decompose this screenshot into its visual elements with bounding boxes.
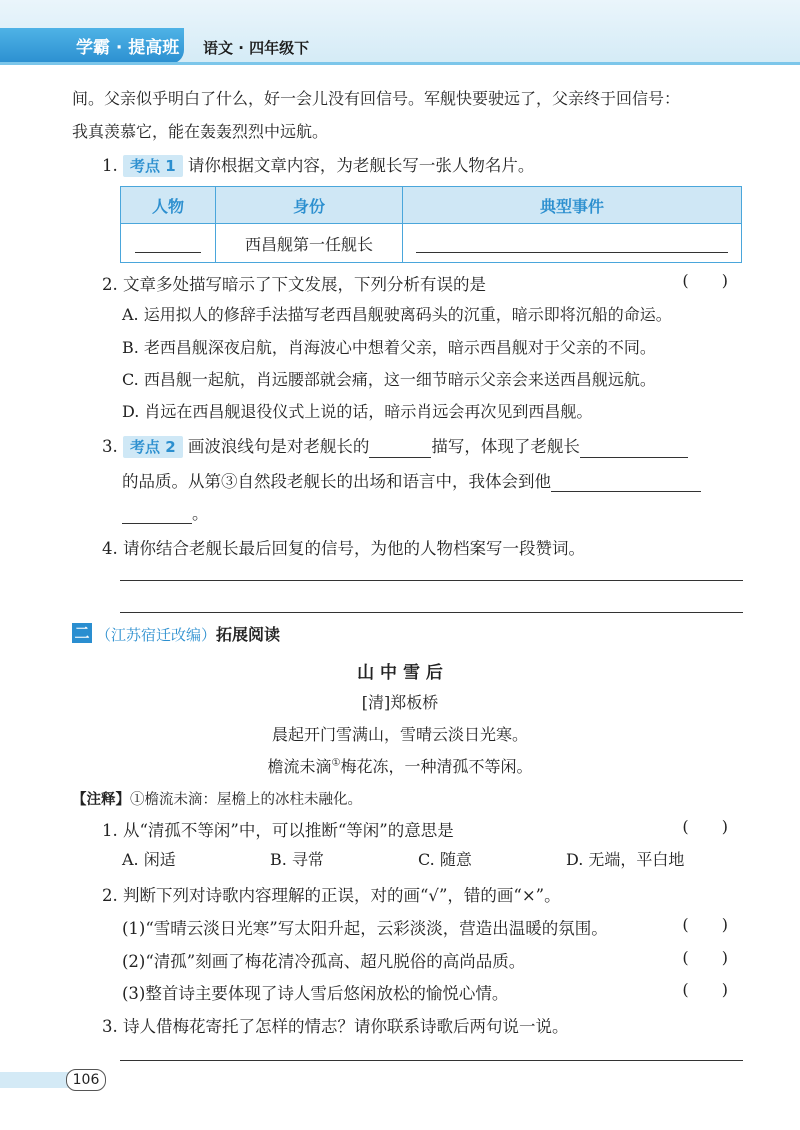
event-blank-cell[interactable] (403, 224, 742, 263)
question-number: 1. (102, 156, 118, 175)
answer-parentheses[interactable]: ( ) (682, 948, 742, 967)
note-marker: ① (331, 757, 341, 769)
answer-parentheses[interactable]: ( ) (682, 915, 742, 934)
table-header: 身份 (216, 187, 403, 224)
answer-blank[interactable] (369, 439, 431, 458)
header-divider (0, 62, 800, 65)
section-source: （江苏宿迁改编） (96, 626, 217, 644)
question-number: 1. (102, 821, 118, 840)
question-text: 。 (192, 504, 209, 523)
footer-bar (0, 1072, 70, 1088)
question-1 (102, 152, 534, 177)
judgement-item-2: (2)“清孤”刻画了梅花清冷孤高、超凡脱俗的高尚品质。 (122, 952, 526, 971)
answer-blank[interactable] (551, 473, 701, 492)
option-d: D. 无端，平白地 (566, 850, 685, 869)
poem-title: 山 中 雪 后 (357, 663, 443, 683)
poem-author: [清]郑板桥 (361, 693, 439, 712)
question-text: 画波浪线句是对老舰长的 (187, 437, 370, 456)
question-3-line-3 (122, 500, 209, 524)
question-number: 3. (102, 1017, 118, 1036)
answer-blank[interactable] (580, 439, 688, 458)
table-header: 人物 (121, 187, 216, 224)
option-a: A. 闲适 (122, 850, 176, 869)
poem-question-1 (102, 817, 454, 841)
question-number: 2. (102, 275, 118, 294)
question-4 (102, 535, 585, 559)
name-blank-cell[interactable] (121, 224, 216, 263)
question-text: 请你结合老舰长最后回复的信号，为他的人物档案写一段赞词。 (123, 539, 585, 558)
option-d: D. 肖远在西昌舰退役仪式上说的话，暗示肖远会再次见到西昌舰。 (122, 402, 593, 421)
poem-text: 檐流未滴 (267, 757, 332, 776)
answer-line[interactable] (120, 580, 743, 581)
intro-line-1: 间。父亲似乎明白了什么，好一会儿没有回信号。军舰快要驶远了，父亲终于回信号： (72, 89, 681, 108)
answer-parentheses[interactable]: ( ) (682, 980, 742, 999)
identity-cell: 西昌舰第一任舰长 (216, 224, 403, 263)
judgement-item-1: (1)“雪晴云淡日光寒”写太阳升起，云彩淡淡，营造出温暖的氛围。 (122, 919, 608, 938)
answer-parentheses[interactable]: ( ) (682, 817, 742, 836)
option-c: C. 随意 (418, 850, 472, 869)
header-subject: 语文 · 四年级下 (203, 39, 310, 57)
judgement-item-3: (3)整首诗主要体现了诗人雪后悠闲放松的愉悦心情。 (122, 984, 509, 1003)
answer-parentheses[interactable]: ( ) (682, 271, 742, 290)
header-logo: 学霸 · 提高班 (76, 38, 180, 58)
section-2-header (96, 622, 280, 645)
answer-blank[interactable] (416, 234, 728, 253)
question-2 (102, 271, 486, 295)
page-number: 106 (66, 1069, 106, 1091)
annotation-text: ①檐流未滴：屋檐上的冰柱未融化。 (130, 792, 362, 808)
question-text: 描写，体现了老舰长 (431, 437, 580, 456)
question-text: 文章多处描写暗示了下文发展，下列分析有误的是 (123, 275, 486, 294)
question-3-line-2 (122, 468, 701, 492)
question-text: 从“清孤不等闲”中，可以推断“等闲”的意思是 (123, 821, 454, 840)
question-number: 2. (102, 886, 118, 905)
section-title: 拓展阅读 (216, 625, 281, 644)
poem-line-2 (0, 754, 800, 777)
question-number: 4. (102, 539, 118, 558)
question-3 (102, 433, 688, 458)
question-text: 诗人借梅花寄托了怎样的情志？请你联系诗歌后两句说一说。 (123, 1017, 569, 1036)
exam-point-tag: 考点 1 (123, 155, 183, 177)
poem-line-1: 晨起开门雪满山，雪晴云淡日光寒。 (271, 725, 528, 744)
option-a: A. 运用拟人的修辞手法描写老西昌舰驶离码头的沉重，暗示即将沉船的命运。 (122, 305, 672, 324)
option-c: C. 西昌舰一起航，肖远腰部就会痛，这一细节暗示父亲会来送西昌舰远航。 (122, 370, 656, 389)
question-number: 3. (102, 437, 118, 456)
annotation (72, 788, 362, 809)
option-b: B. 老西昌舰深夜启航，肖海波心中想着父亲，暗示西昌舰对于父亲的不同。 (122, 338, 656, 357)
poem-question-2 (102, 882, 561, 906)
annotation-label: 【注释】 (72, 792, 130, 808)
poem-text: 梅花冻，一种清孤不等闲。 (340, 757, 533, 776)
character-card-table (120, 186, 742, 263)
question-text: 判断下列对诗歌内容理解的正误，对的画“√”，错的画“×”。 (123, 886, 561, 905)
question-text: 的品质。从第③自然段老舰长的出场和语言中，我体会到他 (122, 472, 551, 491)
exam-point-tag: 考点 2 (123, 436, 183, 458)
answer-line[interactable] (120, 612, 743, 613)
intro-line-2: 我真羡慕它，能在轰轰烈烈中远航。 (72, 122, 329, 141)
answer-blank[interactable] (135, 234, 201, 253)
option-b: B. 寻常 (270, 850, 324, 869)
answer-blank[interactable] (122, 505, 192, 524)
answer-line[interactable] (120, 1060, 743, 1061)
section-number-icon: 二 (72, 623, 92, 643)
poem-question-3 (102, 1013, 569, 1037)
question-text: 请你根据文章内容，为老舰长写一张人物名片。 (187, 156, 535, 175)
table-header: 典型事件 (403, 187, 742, 224)
